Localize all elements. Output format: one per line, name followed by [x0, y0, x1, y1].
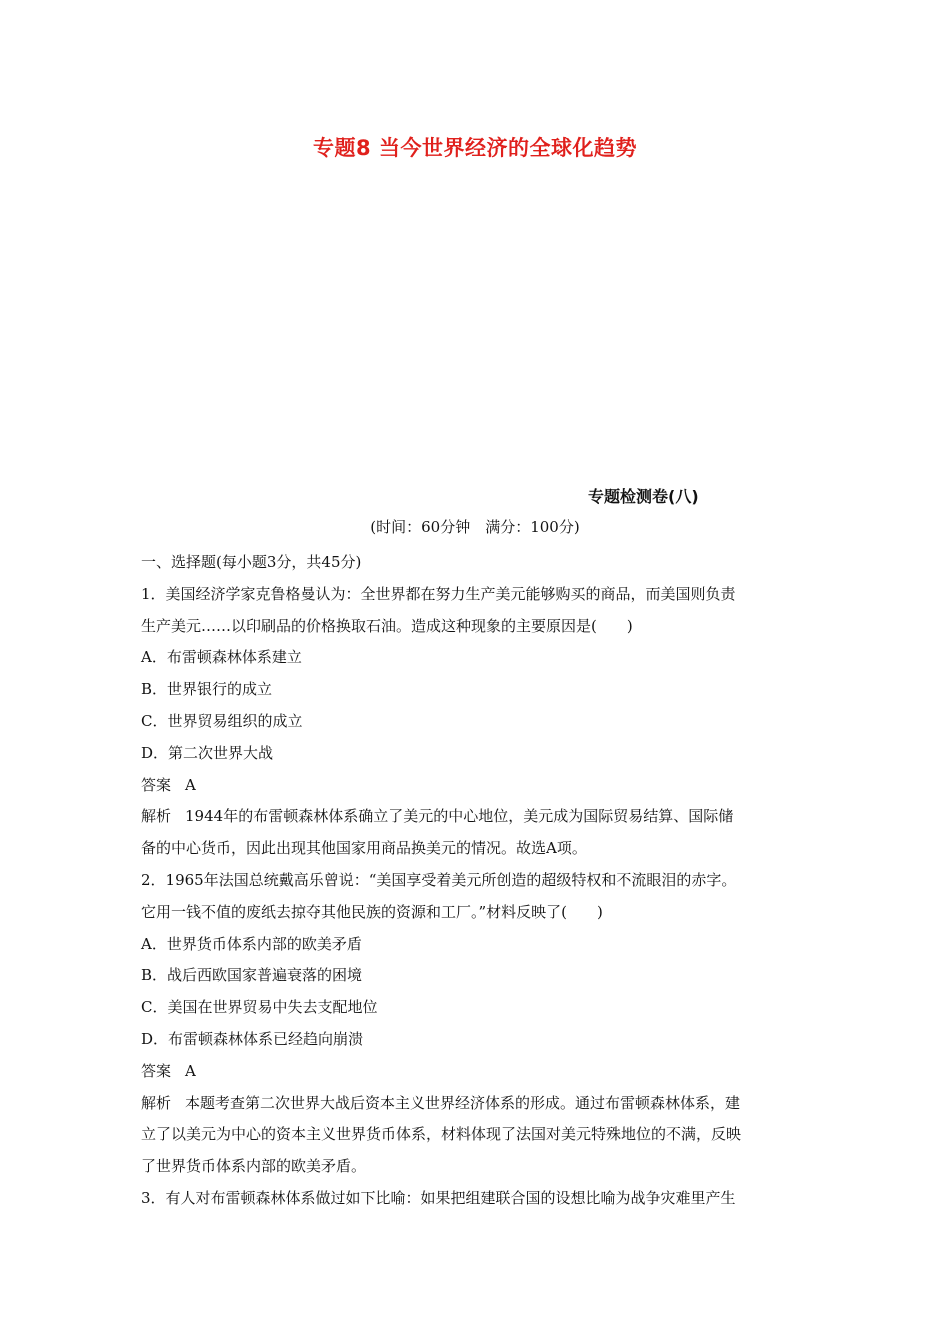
analysis-text: 立了以美元为中心的资本主义世界货币体系，材料体现了法国对美元特殊地位的不满，反映 [141, 1125, 742, 1144]
option-b: B．战后西欧国家普遍衰落的困境 [141, 966, 363, 985]
option-a: A．布雷顿森林体系建立 [141, 648, 302, 667]
answer-value: A [185, 775, 196, 794]
analysis-label: 解析 [141, 807, 172, 826]
answer-label: 答案 [141, 1061, 172, 1080]
question-3 [141, 1183, 817, 1215]
option-c: C．世界贸易组织的成立 [141, 711, 303, 730]
analysis-text: 1944年的布雷顿森林体系确立了美元的中心地位，美元成为国际贸易结算、国际储 [185, 807, 734, 826]
answer-label: 答案 [141, 775, 172, 794]
analysis-line [141, 801, 817, 833]
analysis-label: 解析 [141, 1093, 172, 1112]
option-b: B．世界银行的成立 [141, 680, 273, 699]
option-d: D．布雷顿森林体系已经趋向崩溃 [141, 1029, 364, 1048]
question-stem-line: 它用一钱不值的废纸去掠夺其他民族的资源和工厂。”材料反映了( ) [141, 902, 603, 921]
option-d: D．第二次世界大战 [141, 743, 274, 762]
question-stem-line: 2．1965年法国总统戴高乐曾说：“美国享受着美元所创造的超级特权和不流眼泪的赤字。 [141, 870, 737, 889]
option-c: C．美国在世界贸易中失去支配地位 [141, 998, 378, 1017]
analysis-text: 了世界货币体系内部的欧美矛盾。 [141, 1157, 367, 1176]
question-1 [141, 579, 817, 865]
option-a: A．世界货币体系内部的欧美矛盾 [141, 934, 362, 953]
analysis-text: 本题考查第二次世界大战后资本主义世界经济体系的形成。通过布雷顿森林体系，建 [185, 1093, 741, 1112]
analysis-text: 备的中心货币，因此出现其他国家用商品换美元的情况。故选A项。 [141, 839, 587, 858]
question-2 [141, 865, 817, 1183]
question-stem-line: 3．有人对布雷顿森林体系做过如下比喻：如果把组建联合国的设想比喻为战争灾难里产生 [141, 1188, 736, 1207]
question-stem-line: 1．美国经济学家克鲁格曼认为：全世界都在努力生产美元能够购买的商品，而美国则负责 [141, 584, 736, 603]
exam-info: (时间：60分钟 满分：100分) [370, 518, 580, 536]
exam-content [141, 547, 817, 1215]
question-stem-line: 生产美元……以印刷品的价格换取石油。造成这种现象的主要原因是( ) [141, 616, 633, 635]
answer-line [141, 1056, 817, 1088]
analysis-line [141, 1088, 817, 1120]
answer-line [141, 770, 817, 802]
answer-value: A [185, 1061, 196, 1080]
section-heading: 一、选择题(每小题3分，共45分) [141, 553, 362, 571]
main-title: 专题8 当今世界经济的全球化趋势 [313, 136, 637, 160]
exam-title: 专题检测卷(八) [588, 487, 699, 506]
